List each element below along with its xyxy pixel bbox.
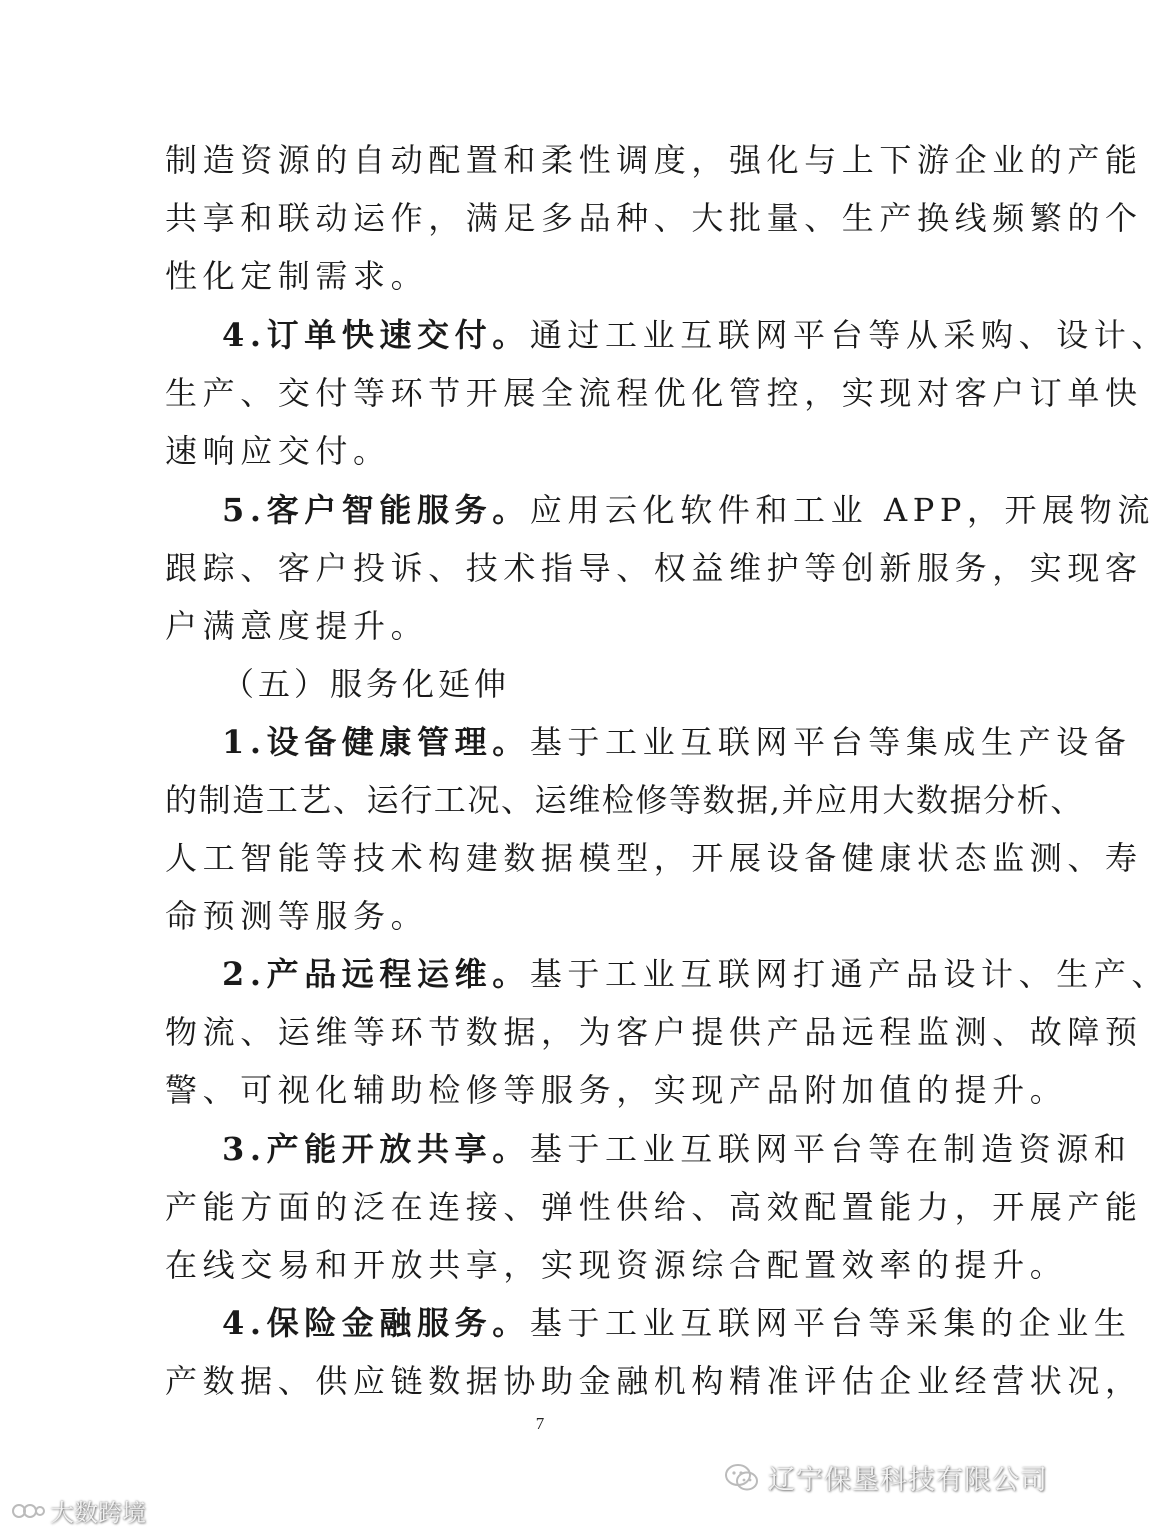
item-remote-maintenance: 2.产品远程运维。基于工业互联网打通产品设计、生产、 (222, 955, 1169, 993)
body-line-5: 生产、交付等环节开展全流程优化管控，实现对客户订单快 (165, 374, 1143, 412)
section-title: （五）服务化延伸 (222, 665, 511, 703)
body-line-22: 产数据、供应链数据协助金融机构精准评估企业经营状况， (165, 1362, 1143, 1400)
item-heading: 5.客户智能服务。 (222, 491, 530, 529)
brand-logo-icon (10, 1499, 46, 1523)
item-heading: 4.订单快速交付。 (222, 316, 530, 354)
body-line-9: 户满意度提升。 (165, 607, 429, 645)
page-number: 7 (535, 1414, 545, 1433)
item-insurance-finance: 4.保险金融服务。基于工业互联网平台等采集的企业生 (222, 1304, 1132, 1342)
brand-watermark (10, 1493, 146, 1528)
item-order-delivery: 4.订单快速交付。通过工业互联网平台等从采购、设计、 (222, 316, 1169, 354)
body-line-16: 物流、运维等环节数据，为客户提供产品远程监测、故障预 (165, 1013, 1143, 1051)
company-watermark-text: 辽宁保垦科技有限公司 (768, 1465, 1048, 1496)
body-line-14: 命预测等服务。 (165, 897, 429, 935)
body-line-13: 人工智能等技术构建数据模型，开展设备健康状态监测、寿 (165, 839, 1143, 877)
body-line-20: 在线交易和开放共享，实现资源综合配置效率的提升。 (165, 1246, 1068, 1284)
body-line-3: 性化定制需求。 (165, 257, 429, 295)
item-heading: 4.保险金融服务。 (222, 1304, 530, 1342)
body-line-2: 共享和联动运作，满足多品种、大批量、生产换线频繁的个 (165, 199, 1143, 237)
body-line-1: 制造资源的自动配置和柔性调度，强化与上下游企业的产能 (165, 141, 1143, 179)
body-line-12: 的制造工艺、运行工况、运维检修等数据,并应用大数据分析、 (165, 781, 1084, 819)
body-line-19: 产能方面的泛在连接、弹性供给、高效配置能力，开展产能 (165, 1188, 1143, 1226)
item-heading: 1.设备健康管理。 (222, 723, 530, 761)
item-heading: 2.产品远程运维。 (222, 955, 530, 993)
body-line-8: 跟踪、客户投诉、技术指导、权益维护等创新服务，实现客 (165, 549, 1143, 587)
wechat-icon (724, 1463, 760, 1493)
item-capacity-sharing: 3.产能开放共享。基于工业互联网平台等在制造资源和 (222, 1130, 1132, 1168)
item-equipment-health: 1.设备健康管理。基于工业互联网平台等集成生产设备 (222, 723, 1132, 761)
item-customer-service: 5.客户智能服务。应用云化软件和工业 APP，开展物流 (222, 491, 1155, 529)
body-line-6: 速响应交付。 (165, 432, 391, 470)
brand-watermark-text: 大数跨境 (50, 1499, 146, 1527)
body-line-17: 警、可视化辅助检修等服务，实现产品附加值的提升。 (165, 1071, 1068, 1109)
item-heading: 3.产能开放共享。 (222, 1130, 530, 1168)
company-watermark (724, 1458, 1048, 1497)
